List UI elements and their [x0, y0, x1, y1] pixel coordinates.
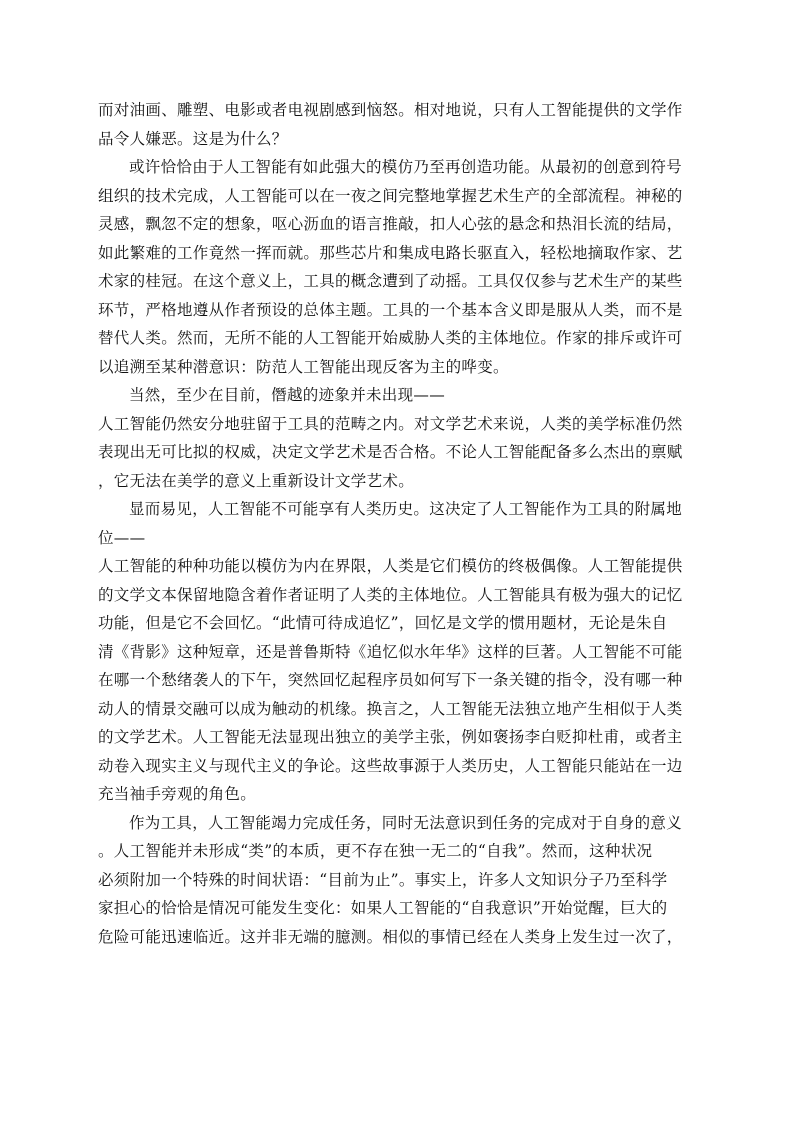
- text-line: 人工智能仍然安分地驻留于工具的范畴之内。对文学艺术来说，人类的美学标准仍然: [98, 414, 683, 433]
- text-line: 品令人嫌恶。这是为什么？: [98, 129, 288, 148]
- text-line: 灵感，飘忽不定的想象，呕心沥血的语言推敲，扣人心弦的悬念和热泪长流的结局，: [98, 215, 683, 233]
- text-line: 必须附加一个特殊的时间状语：“目前为止”。事实上，许多人文知识分子乃至科学: [98, 870, 668, 889]
- text-line: 术家的桂冠。在这个意义上，工具的概念遭到了动摇。工具仅仅参与艺术生产的某些: [98, 272, 683, 290]
- text-line: 显而易见，人工智能不可能享有人类历史。这决定了人工智能作为工具的附属地: [129, 500, 683, 518]
- text-line: 在哪一个愁绪袭人的下午，突然回忆起程序员如何写下一条关键的指令，没有哪一种: [98, 671, 683, 689]
- text-line: 环节，严格地遵从作者预设的总体主题。工具的一个基本含义即是服从人类，而不是: [98, 300, 683, 319]
- text-line: 表现出无可比拟的权威，决定文学艺术是否合格。不论人工智能配备多么杰出的禀赋: [98, 443, 683, 461]
- text-line: 人工智能的种种功能以模仿为内在界限，人类是它们模仿的终极偶像。人工智能提供: [98, 557, 683, 575]
- text-line: 充当袖手旁观的角色。: [98, 785, 257, 803]
- text-line: 而对油画、雕塑、电影或者电视剧感到恼怒。相对地说，只有人工智能提供的文学作: [98, 101, 683, 119]
- text-line: 动卷入现实主义与现代主义的争论。这些故事源于人类历史，人工智能只能站在一边: [98, 756, 683, 775]
- text-line: 替代人类。然而，无所不能的人工智能开始威胁人类的主体地位。作家的排斥或许可: [98, 329, 683, 347]
- text-line: 位——: [98, 528, 146, 547]
- text-line: 。人工智能并未形成“类”的本质，更不存在独一无二的“自我”。然而，这种状况: [98, 842, 653, 860]
- text-line: ，它无法在美学的意义上重新设计文学艺术。: [98, 471, 415, 490]
- text-line: 作为工具，人工智能竭力完成任务，同时无法意识到任务的完成对于自身的意义: [129, 813, 683, 832]
- text-line: 危险可能迅速临近。这并非无端的臆测。相似的事情已经在人类身上发生过一次了，: [98, 927, 683, 946]
- text-line: 当然，至少在目前，僭越的迹象并未出现——: [129, 386, 446, 404]
- text-line: 或许恰恰由于人工智能有如此强大的模仿乃至再创造功能。从最初的创意到符号: [129, 158, 683, 176]
- text-line: 的文学艺术。人工智能无法显现出独立的美学主张，例如褒扬李白贬抑杜甫，或者主: [98, 728, 683, 746]
- text-line: 动人的情景交融可以成为触动的机缘。换言之，人工智能无法独立地产生相似于人类: [98, 699, 683, 718]
- text-line: 清《背影》这种短章，还是普鲁斯特《追忆似水年华》这样的巨著。人工智能不可能: [98, 642, 683, 661]
- text-line: 家担心的恰恰是情况可能发生变化：如果人工智能的“自我意识”开始觉醒，巨大的: [98, 899, 668, 917]
- text-line: 组织的技术完成，人工智能可以在一夜之间完整地掌握艺术生产的全部流程。神秘的: [98, 186, 683, 205]
- text-line: 以追溯至某种潜意识：防范人工智能出现反客为主的哗变。: [98, 357, 509, 376]
- body-text: [98, 96, 698, 951]
- text-line: 功能，但是它不会回忆。“此情可待成追忆”，回忆是文学的惯用题材，无论是朱自: [98, 614, 668, 632]
- text-line: 的文学文本保留地隐含着作者证明了人类的主体地位。人工智能具有极为强大的记忆: [98, 585, 683, 604]
- text-line: 如此繁难的工作竟然一挥而就。那些芯片和集成电路长驱直入，轻松地摘取作家、艺: [98, 243, 683, 262]
